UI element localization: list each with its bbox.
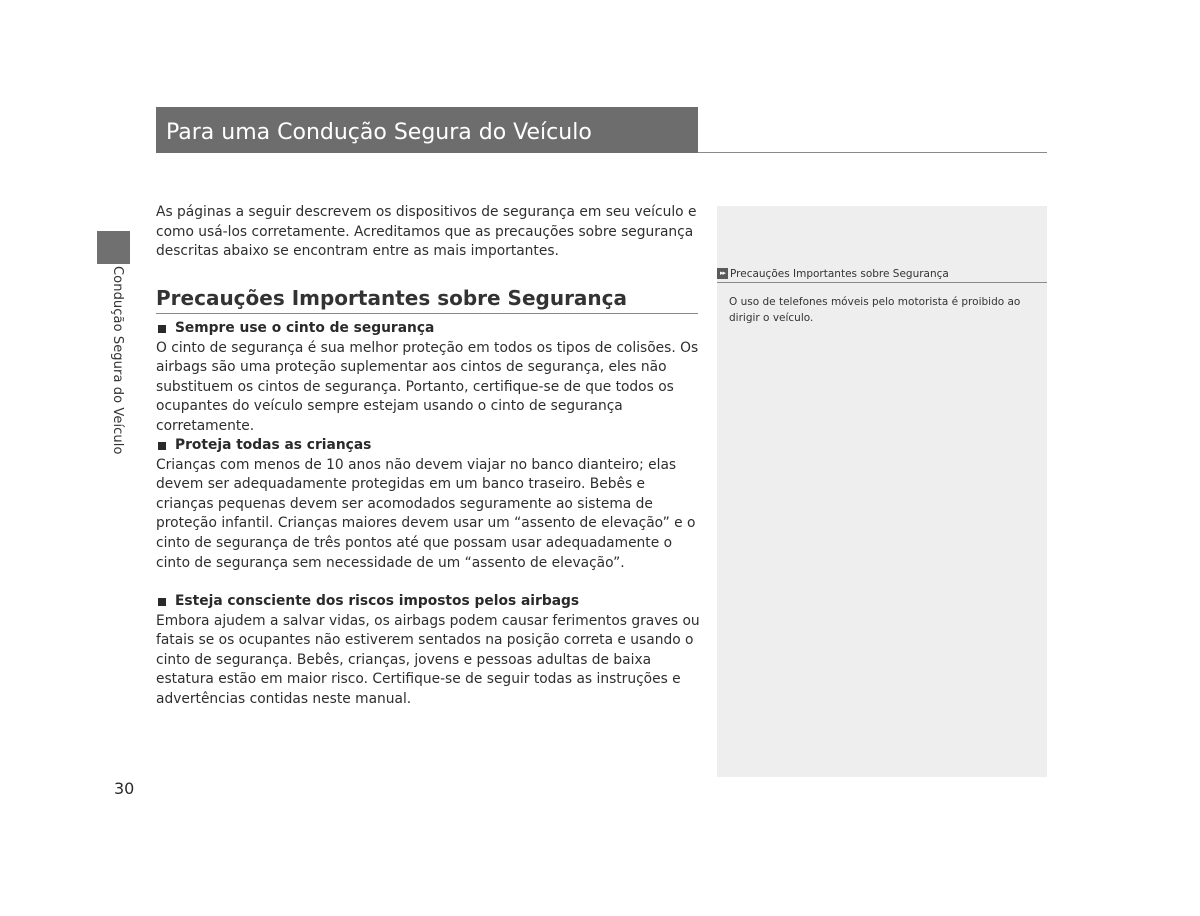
chapter-tab[interactable] (97, 231, 130, 264)
square-bullet-icon (158, 442, 166, 450)
page-number: 30 (114, 779, 135, 798)
page-title-bar (156, 107, 698, 153)
precaution-text: Crianças com menos de 10 anos não devem viajar no banco dianteiro; elas devem ser adequadamente protegidas em um banco traseiro. Bebês e crianças pequenas devem ser acomodados seguramente ao sistema de proteção infantil. Crianças maiores devem usar um “assento de elevação” e o cinto de segurança de três pontos até que possam usar adequadamente o cinto de segurança sem necessidade de um “assento de elevação”. (156, 456, 696, 571)
page-title: Para uma Condução Segura do Veículo (166, 120, 592, 145)
precaution-title (156, 592, 701, 612)
title-divider (698, 152, 1047, 153)
reference-title[interactable] (717, 265, 1047, 283)
precaution-block (156, 592, 701, 710)
precaution-text: O cinto de segurança é sua melhor proteção em todos os tipos de colisões. Os airbags são uma proteção suplementar aos cintos de segurança, eles não substituem os cintos de segurança. Portanto, certifique-se de que todos os ocupantes do veículo sempre estejam usando o cinto de segurança corretamente. (156, 339, 699, 434)
precaution-block (156, 436, 701, 573)
precaution-block (156, 319, 701, 437)
precaution-title (156, 436, 701, 456)
chapter-tab-label: Condução Segura do Veículo (110, 266, 125, 455)
precaution-title-text: Esteja consciente dos riscos impostos pelos airbags (175, 593, 580, 609)
precaution-title-text: Sempre use o cinto de segurança (175, 320, 435, 336)
intro-paragraph (156, 203, 701, 262)
reference-title-text: Precauções Importantes sobre Segurança (730, 267, 949, 280)
section-heading: Precauções Importantes sobre Segurança (156, 285, 698, 314)
side-notes-panel (717, 206, 1047, 777)
precaution-title (156, 319, 701, 339)
reference-note: O uso de telefones móveis pelo motorista é proibido ao dirigir o veículo. (729, 296, 1021, 324)
precaution-text: Embora ajudem a salvar vidas, os airbags podem causar ferimentos graves ou fatais se os ocupantes não estiverem sentados na posição correta e usando o cinto de segurança. Bebês, crianças, jovens e pessoas adultas de baixa estatura estão em maior risco. Certifique-se de seguir todas as instruções e advertências contidas neste manual. (156, 612, 700, 707)
intro-text: As páginas a seguir descrevem os dispositivos de segurança em seu veículo e como usá-los corretamente. Acreditamos que as precauções sobre segurança descritas abaixo se encontram entre as mais importantes. (156, 204, 697, 260)
precaution-title-text: Proteja todas as crianças (175, 437, 372, 453)
square-bullet-icon (158, 325, 166, 333)
double-chevron-reference-icon: ▸▸ (717, 268, 728, 279)
square-bullet-icon (158, 598, 166, 606)
